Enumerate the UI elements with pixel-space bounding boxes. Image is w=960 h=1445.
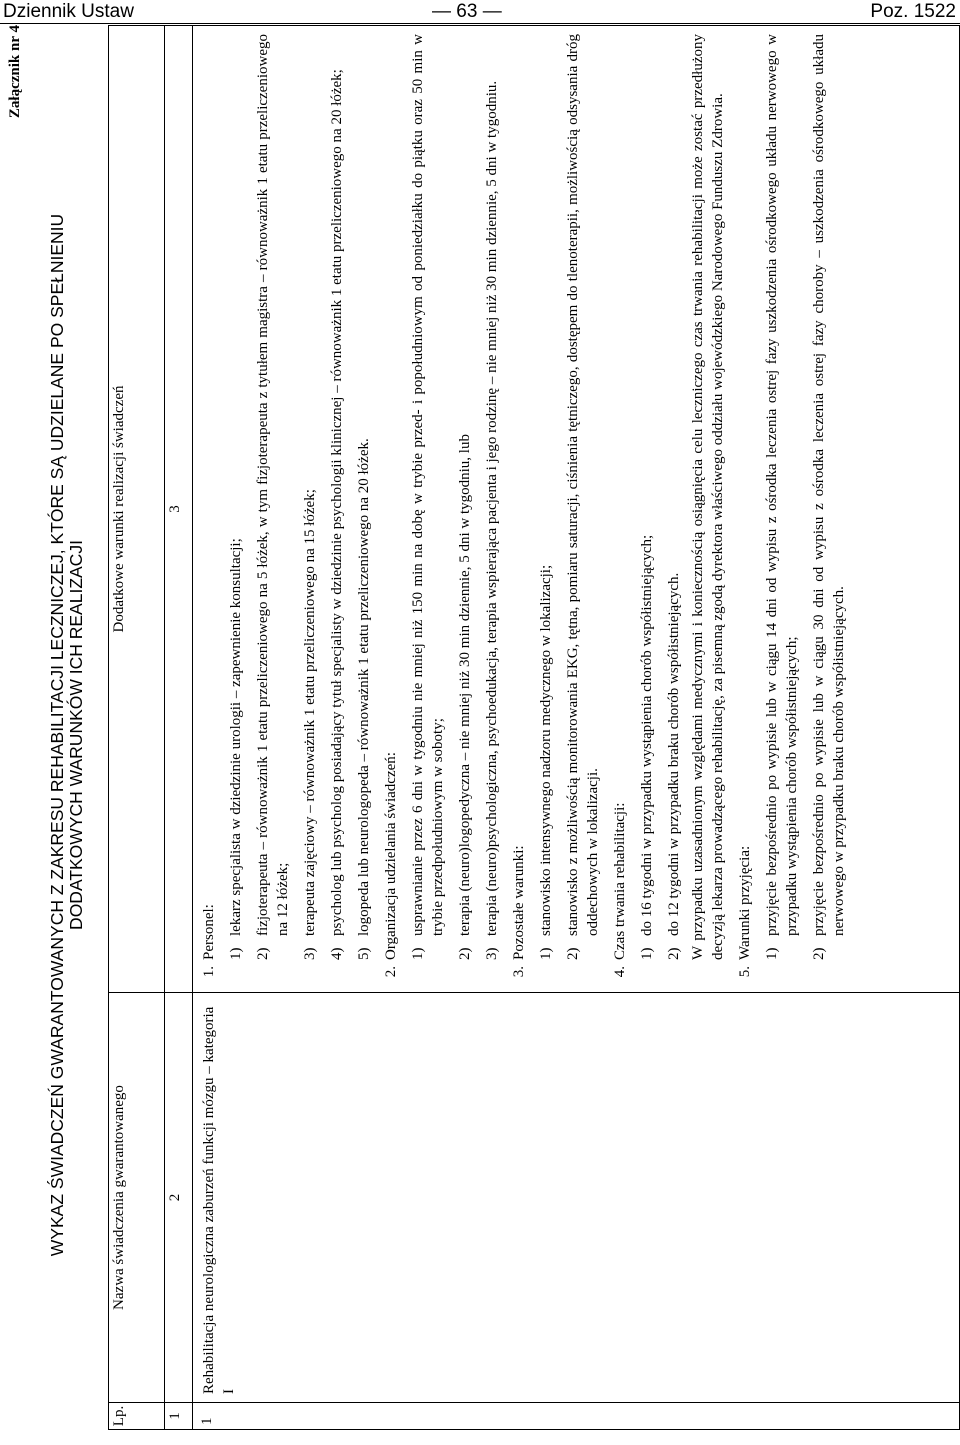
list-item: [300, 34, 320, 960]
header-divider: [0, 23, 960, 24]
list-item: [482, 34, 502, 960]
item-number: 1): [538, 947, 554, 960]
column-number: 2: [165, 993, 193, 1403]
item-text: do 16 tygodni w przypadku wystąpienia chorób współistniejących;: [639, 534, 655, 936]
section-number: 5.: [737, 966, 753, 978]
section-number: 4.: [612, 966, 628, 978]
item-number: 2): [666, 947, 682, 960]
item-number: 1): [228, 947, 244, 960]
header-service-name: Nazwa świadczenia gwarantowanego: [109, 993, 165, 1403]
section-number: 1.: [201, 966, 217, 978]
condition-section: [381, 34, 502, 992]
item-number: 5): [356, 947, 372, 960]
services-table: [108, 25, 960, 1430]
item-number: 2): [255, 947, 271, 960]
list-item: [762, 34, 802, 960]
title-line-1: WYKAZ ŚWIADCZEŃ GWARANTOWANYCH Z ZAKRESU REHABILITACJI LECZNICZEJ, KTÓRE SĄ UDZIELANE PO SPEŁNIENIU: [47, 213, 67, 1257]
item-text: logopeda lub neurologopeda – równoważnik 1 etatu przeliczeniowego na 20 łóżek.: [356, 438, 372, 936]
page-header: [0, 0, 960, 22]
conditions-list: [199, 34, 849, 992]
section-number: 2.: [383, 966, 399, 978]
section-body: [735, 34, 849, 960]
list-item: [354, 34, 374, 960]
item-text: terapia (neuro)logopedyczna – nie mniej niż 30 min dziennie, 5 dni w tygodniu, lub: [457, 434, 473, 936]
page-number: — 63 —: [432, 1, 502, 22]
condition-section: [735, 34, 849, 992]
rotated-content: [0, 25, 960, 1445]
column-number: 1: [165, 1403, 193, 1430]
list-item: [563, 34, 603, 960]
annex-label: Załącznik nr 4: [7, 25, 23, 119]
item-number: 3): [302, 947, 318, 960]
section-title: Czas trwania rehabilitacji:: [612, 802, 628, 960]
item-number: 1): [639, 947, 655, 960]
header-conditions: Dodatkowe warunki realizacji świadczeń: [109, 26, 165, 993]
position-number: Poz. 1522: [870, 1, 956, 22]
item-text: psycholog lub psycholog posiadający tytuł specjalisty w dziedzinie psychologii klinicznej – równoważnik 1 etatu przeliczeniowego na 20 łóżek;: [329, 69, 345, 936]
section-body: [381, 34, 502, 960]
item-text: terapeuta zajęciowy – równoważnik 1 etatu przeliczeniowego na 15 łóżek;: [302, 489, 318, 936]
header-lp: Lp.: [109, 1403, 165, 1430]
document-title: [48, 25, 86, 1445]
section-title: Warunki przyjęcia:: [737, 845, 753, 960]
header-row: [109, 26, 165, 1430]
item-number: 1): [410, 947, 426, 960]
service-name: Rehabilitacja neurologiczna zaburzeń funkcji mózgu – kategoria I: [193, 993, 960, 1403]
item-number: 2): [457, 947, 473, 960]
list-item: [664, 34, 684, 960]
item-text: terapia (neuro)psychologiczna, psychoedukacja, terapia wspierająca pacjenta i jego rodzinę – nie mniej niż 30 min dziennie, 5 dni w tygodniu.: [484, 80, 500, 936]
title-line-2: DODATKOWYCH WARUNKÓW ICH REALIZACJI: [66, 540, 86, 930]
item-text: stanowisko intensywnego nadzoru medycznego w lokalizacji;: [538, 564, 554, 936]
condition-section: [199, 34, 374, 992]
section-number: 3.: [511, 966, 527, 978]
section-note: W przypadku uzasadnionym względami medycznymi i koniecznością osiągnięcia celu leczniczego czas trwania rehabilitacji może zostać przedłużony decyzją lekarza prowadzącego rehabilitację, za pisemną zgodą dyrektora właściwego oddziału wojewódzkiego Narodowego Funduszu Zdrowia.: [690, 34, 726, 960]
list-item: [408, 34, 448, 960]
section-body: [199, 34, 374, 960]
list-item: [455, 34, 475, 960]
item-text: przyjęcie bezpośrednio po wypisie lub w ciągu 30 dni od wypisu z ośrodka leczenia ostrej fazy choroby – uszkodzenia ośrodkowego układu nerwowego w przypadku braku chorób współistniejących.: [811, 34, 847, 936]
section-title: Pozostałe warunki:: [511, 845, 527, 960]
item-text: fizjoterapeuta – równoważnik 1 etatu przeliczeniowego na 5 łóżek, w tym fizjoterapeuta z tytułem magistra – równoważnik 1 etatu przeliczeniowego na 12 łóżek;: [255, 34, 291, 936]
section-body: [610, 34, 728, 960]
condition-section: [610, 34, 728, 992]
list-item: [253, 34, 293, 960]
section-title: Personel:: [201, 904, 217, 960]
item-text: przyjęcie bezpośrednio po wypisie lub w ciągu 14 dni od wypisu z ośrodka leczenia ostrej fazy uszkodzenia ośrodkowego układu nerwowego w przypadku wystąpienia chorób współistniejących;: [764, 34, 800, 936]
item-text: do 12 tygodni w przypadku braku chorób współistniejących.: [666, 572, 682, 936]
list-item: [226, 34, 246, 960]
item-text: lekarz specjalista w dziedzinie urologii – zapewnienie konsultacji;: [228, 538, 244, 936]
table-row: [193, 26, 960, 1430]
condition-section: [509, 34, 603, 992]
section-body: [509, 34, 603, 960]
item-text: stanowisko z możliwością monitorowania EKG, tętna, pomiaru saturacji, ciśnienia tętniczego, dostępem do tlenoterapii, możliwością odsysania dróg oddechowych w lokalizacji.: [565, 34, 601, 936]
item-number: 2): [565, 947, 581, 960]
section-title: Organizacja udzielania świadczeń:: [383, 752, 399, 960]
item-number: 4): [329, 947, 345, 960]
column-number-row: [165, 26, 193, 1430]
list-item: [536, 34, 556, 960]
list-item: [809, 34, 849, 960]
conditions-cell: [193, 26, 960, 993]
item-number: 1): [764, 947, 780, 960]
column-number: 3: [165, 26, 193, 993]
item-text: usprawnianie przez 6 dni w tygodniu nie mniej niż 150 min na dobę w trybie przed- i popołudniowym od poniedziałku do piątku oraz 50 min w trybie przedpołudniowym w soboty;: [410, 34, 446, 936]
list-item: [637, 34, 657, 960]
list-item: [327, 34, 347, 960]
row-lp: 1: [193, 1403, 960, 1430]
journal-name: Dziennik Ustaw: [3, 1, 134, 22]
item-number: 2): [811, 947, 827, 960]
item-number: 3): [484, 947, 500, 960]
